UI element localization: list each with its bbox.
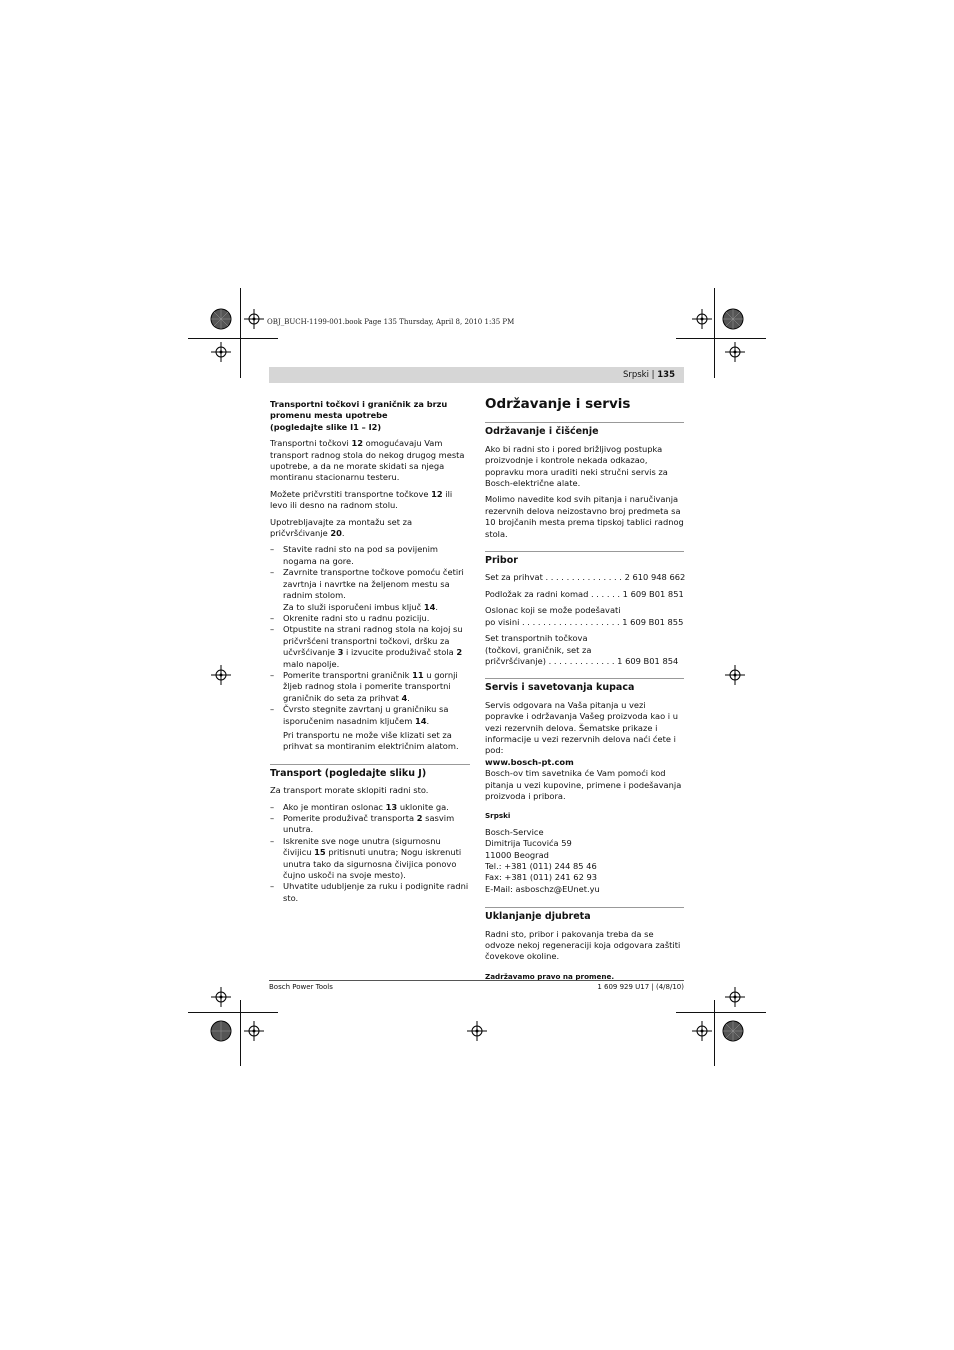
list-item: – Čvrsto stegnite zavrtanj u graničniku sa isporučenim nasadnim ključem 14.	[270, 704, 449, 726]
heading-line: (pogledajte slike I1 – I2)	[270, 421, 382, 432]
service-address	[485, 827, 684, 895]
paragraph: Upotrebljavajte za montažu set za pričvršćivanje 20.	[270, 516, 413, 539]
paragraph: Transportni točkovi 12 omogućavaju Vam transport radnog stola do nekog drugog mesta upotrebe, a da ne morate skidati sa njega montiranu stacionarnu testeru.	[270, 438, 465, 483]
heading-line: Transportni točkovi i graničnik za brzu	[270, 399, 448, 409]
section-heading-transport-wheels	[270, 399, 470, 433]
instruction-list	[270, 802, 470, 905]
crop-line	[240, 288, 241, 378]
reserve-note: Zadržavamo pravo na promene.	[485, 971, 615, 981]
accessory-row: Set za prihvat . . . . . . . . . . . . . . . 2 610 948 662	[485, 572, 686, 583]
list-item: – Iskrenite sve noge unutra (sigurnosnu čivijicu 15 pritisnuti unutra; Nogu iskrenuti unutra tako da sigurnosna čivijica ponovo čujno uskoči na svoje mesto).	[270, 835, 462, 881]
registration-mark-icon	[211, 987, 231, 1007]
address-line: Bosch-Service	[485, 826, 544, 837]
crop-line	[714, 1000, 715, 1066]
crop-line	[240, 1000, 241, 1066]
address-line: E-Mail: asboschz@EUnet.yu	[485, 883, 600, 894]
paragraph: Radni sto, pribor i pakovanja treba da se odvoze nekoj regeneraciji koja odgovara zaštiti čovekove okoline.	[485, 928, 681, 962]
list-item: – Uhvatite udubljenje za ruku i podignite radni sto.	[270, 881, 469, 903]
header-language: Srpski	[622, 370, 649, 380]
accessory-row: Oslonac koji se može podešavati po visini . . . . . . . . . . . . . . . . . . . 1 609 B01 855	[485, 605, 684, 627]
registration-mark-icon	[244, 1021, 264, 1041]
list-item: – Pomerite produživač transporta 2 sasvim unutra.	[270, 813, 455, 835]
page-number: 135	[657, 370, 675, 380]
registration-mark-icon	[692, 1021, 712, 1041]
color-wheel-icon	[210, 308, 232, 330]
paragraph: Bosch-ov tim savetnika će Vam pomoći kod pitanja u vezi kupovine, primene i podešavanja proizvoda i pribora.	[485, 768, 682, 801]
page-title: Održavanje i servis	[485, 396, 631, 412]
list-item: – Pomerite transportni graničnik 11 u gornji žljeb radnog stola i pomerite transportni graničnik do seta za prihvat 4.	[270, 669, 458, 703]
paragraph: Možete pričvrstiti transportne točkove 12 ili levo ili desno na radnom stolu.	[270, 488, 453, 511]
registration-mark-icon	[725, 987, 745, 1007]
footer-doc-id: 1 609 929 U17 | (4/8/10)	[597, 983, 684, 991]
color-wheel-icon	[722, 308, 744, 330]
section-heading-disposal: Uklanjanje djubreta	[485, 907, 684, 922]
paragraph: Servis odgovara na Vaša pitanja u vezi popravke i održavanja Vašeg proizvoda kao i u vezi rezervnih delova. Šematske prikaze i informacije u vezi rezervnih delova naći ćete i pod:	[485, 699, 678, 756]
paragraph: Ako bi radni sto i pored brižljivog postupka proizvodnje i kontrole nekada odkazao, popravku mora uraditi neki stručni servis za Bosch-električne alate.	[485, 443, 668, 489]
list-note: Pri transportu ne može više klizati set za prihvat sa montiranim električnim alatom.	[283, 729, 459, 752]
left-column	[270, 399, 470, 908]
section-heading-transport: Transport (pogledajte sliku J)	[270, 764, 470, 779]
color-wheel-icon	[210, 1020, 232, 1042]
registration-mark-icon	[211, 342, 231, 362]
accessory-row: Set transportnih točkova (točkovi, graničnik, set za pričvršćivanje) . . . . . . . . . . . . . 1 609 B01 854	[485, 633, 679, 666]
section-heading-maintenance: Održavanje i čišćenje	[485, 422, 684, 437]
list-item: – Okrenite radni sto u radnu poziciju.	[270, 612, 430, 623]
registration-mark-icon	[725, 342, 745, 362]
crop-line	[188, 338, 278, 339]
website-link[interactable]: www.bosch-pt.com	[485, 756, 574, 767]
crop-line	[188, 1012, 278, 1013]
registration-mark-icon	[467, 1021, 487, 1041]
address-line: 11000 Beograd	[485, 849, 549, 860]
right-column	[485, 396, 686, 987]
registration-mark-icon	[725, 665, 745, 685]
instruction-list	[270, 544, 470, 752]
paragraph: Molimo navedite kod svih pitanja i naručivanja rezervnih delova neizostavno broj predmeta sa 10 brojčanih mesta prema tipskoj tablici radnog stola.	[485, 494, 684, 539]
registration-mark-icon	[211, 665, 231, 685]
registration-mark-icon	[244, 309, 264, 329]
list-item: – Zavrnite transportne točkove pomoću četiri zavrtnja i navrtke na željenom mestu sa radnim stolom. Za to služi isporučeni imbus ključ 14.	[270, 567, 464, 612]
page-header-bar	[269, 367, 684, 383]
section-heading-accessories: Pribor	[485, 551, 684, 566]
heading-line: promenu mesta upotrebe	[270, 410, 388, 421]
crop-line	[676, 338, 766, 339]
header-separator: |	[651, 370, 655, 380]
address-line: Fax: +381 (011) 241 62 93	[485, 872, 598, 883]
page-header	[623, 370, 675, 380]
crop-line	[714, 288, 715, 378]
book-slug: OBJ_BUCH-1199-001.book Page 135 Thursday, April 8, 2010 1:35 PM	[267, 318, 515, 326]
accessory-row: Podložak za radni komad . . . . . . 1 609 B01 851	[485, 588, 684, 599]
footer-divider	[269, 980, 684, 981]
address-line: Dimitrija Tucovića 59	[485, 838, 572, 849]
registration-mark-icon	[692, 309, 712, 329]
address-line: Tel.: +381 (011) 244 85 46	[485, 861, 597, 871]
color-wheel-icon	[722, 1020, 744, 1042]
list-item: – Ako je montiran oslonac 13 uklonite ga.	[270, 801, 449, 812]
list-item: – Otpustite na strani radnog stola na kojoj su pričvršćeni transportni točkovi, dršku za učvršćivanje 3 i izvucite produživač stola 2 malo napolje.	[270, 624, 463, 669]
footer-brand: Bosch Power Tools	[269, 983, 333, 991]
country-label: Srpski	[485, 811, 511, 821]
list-item: – Stavite radni sto na pod sa povijenim nogama na gore.	[270, 544, 438, 566]
crop-line	[676, 1012, 766, 1013]
paragraph: Za transport morate sklopiti radni sto.	[270, 785, 429, 796]
section-heading-service: Servis i savetovanja kupaca	[485, 678, 684, 693]
